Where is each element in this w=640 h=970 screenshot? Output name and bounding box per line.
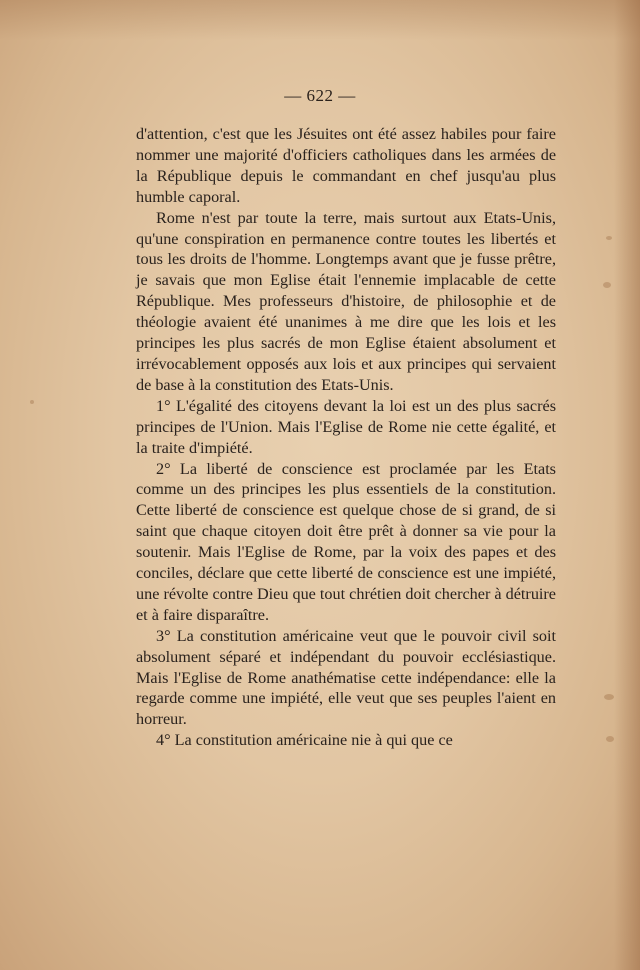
- body-text: [136, 124, 556, 751]
- paragraph: 3° La constitution américaine veut que le pouvoir civil soit absolument séparé et indépendant du pouvoir ecclésiastique. Mais l'Eglise de Rome anathématise cette indépendance: elle la regarde comme une impiété, elle veut que ses peuples l'aient en horreur.: [136, 626, 556, 729]
- page-number: — 622 —: [284, 86, 356, 105]
- foxing-spot: [603, 282, 611, 288]
- paragraph: 4° La constitution américaine nie à qui que ce: [156, 731, 453, 750]
- foxing-spot: [604, 694, 614, 700]
- paragraph: 2° La liberté de conscience est proclamée par les Etats comme un des principes les plus essentiels de la constitution. Cette liberté de conscience est quelque chose de si grand, de si saint que chaque citoyen doit être prêt à donner sa vie pour la soutenir. Mais l'Eglise de Rome, par la voix des papes et des conciles, déclare que cette liberté de conscience est une impiété, une révolte contre Dieu que tout chrétien doit chercher à détruire et à faire disparaître.: [136, 459, 556, 624]
- foxing-spot: [606, 236, 612, 240]
- paragraph: 1° L'égalité des citoyens devant la loi est un des plus sacrés principes de l'Union. Mais l'Eglise de Rome nie cette égalité, et la traite d'impiété.: [136, 396, 556, 457]
- page-right-edge: [614, 0, 640, 970]
- foxing-spot: [30, 400, 34, 404]
- foxing-spot: [606, 736, 614, 742]
- paragraph: d'attention, c'est que les Jésuites ont été assez habiles pour faire nommer une majorité d'officiers catholiques dans les armées de la République depuis le commandant en chef jusqu'au plus humble caporal.: [136, 125, 556, 206]
- page-top-shadow: [0, 0, 640, 40]
- paragraph: Rome n'est par toute la terre, mais surtout aux Etats-Unis, qu'une conspiration en permanence contre toutes les libertés et tous les droits de l'homme. Longtemps avant que je fusse prêtre, je savais que mon Eglise était l'ennemie implacable de cette République. Mes professeurs d'histoire, de philosophie et de théologie avaient été unanimes à me dire que les lois et les principes les plus sacrés de mon Eglise étaient absolument et irrévocablement opposés aux lois et aux principes qui servaient de base à la constitution des Etats-Unis.: [136, 208, 556, 394]
